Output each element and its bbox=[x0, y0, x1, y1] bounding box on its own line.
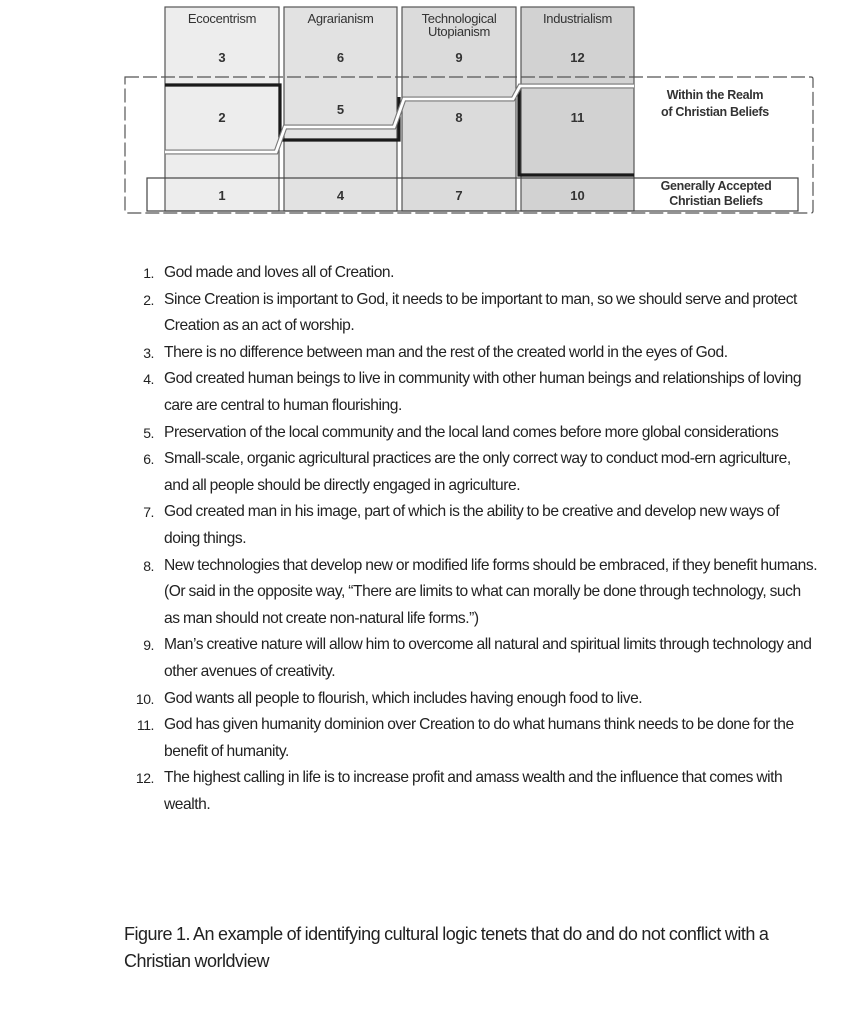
column-ecocentrism bbox=[165, 7, 279, 211]
list-item bbox=[128, 765, 818, 818]
accepted-label-line2: Christian Beliefs bbox=[669, 194, 763, 208]
column-label-agrarianism: Agrarianism bbox=[307, 11, 374, 26]
item-text: Preservation of the local community and the local land comes before more global considerations bbox=[164, 423, 779, 441]
figure-caption: Figure 1. An example of identifying cultural logic tenets that do and do not conflict with a Christian worldview bbox=[124, 924, 769, 971]
cell-number-8: 8 bbox=[455, 110, 463, 125]
item-number: 2. bbox=[143, 291, 154, 308]
cell-number-11: 11 bbox=[570, 110, 585, 125]
item-text: God created man in his image, part of which is the ability to be creative and develop new ways of doing things. bbox=[164, 503, 780, 547]
item-number: 1. bbox=[143, 265, 154, 281]
cell-number-4: 4 bbox=[336, 188, 345, 203]
item-text: God created human beings to live in community with other human beings and relationships of loving care are central to human flourishing. bbox=[164, 370, 802, 414]
item-text: Man’s creative nature will allow him to overcome all natural and spiritual limits through technology and other avenues of creativity. bbox=[164, 636, 812, 680]
list-item bbox=[128, 287, 818, 340]
column-label-technological: Technological bbox=[421, 11, 497, 26]
list-item bbox=[128, 686, 818, 713]
item-number: 12. bbox=[135, 770, 154, 787]
column-label-utopianism: Utopianism bbox=[427, 24, 491, 39]
realm-label-line1: Within the Realm bbox=[666, 88, 764, 102]
cell-number-6: 6 bbox=[336, 50, 345, 65]
list-item bbox=[128, 420, 818, 447]
list-item bbox=[128, 366, 818, 419]
list-item bbox=[128, 446, 818, 499]
item-text: Small-scale, organic agricultural practices are the only correct way to conduct mod-ern agriculture, and all people should be directly engaged in agriculture. bbox=[164, 450, 791, 494]
cell-number-1: 1 bbox=[218, 188, 226, 203]
cultural-logic-diagram bbox=[0, 0, 864, 230]
list-item bbox=[128, 712, 818, 765]
list-item bbox=[128, 499, 818, 552]
cell-number-5: 5 bbox=[336, 102, 345, 117]
list-item bbox=[128, 260, 818, 287]
item-number: 4. bbox=[143, 371, 154, 388]
item-number: 10. bbox=[135, 690, 154, 707]
cell-number-12: 12 bbox=[570, 50, 585, 65]
item-text: God made and loves all of Creation. bbox=[164, 264, 395, 281]
cell-number-9: 9 bbox=[455, 50, 463, 65]
list-item bbox=[128, 553, 818, 633]
column-label-industrialism: Industrialism bbox=[542, 11, 613, 26]
list-item bbox=[128, 632, 818, 685]
item-number: 3. bbox=[143, 344, 154, 361]
cell-number-10: 10 bbox=[570, 188, 585, 203]
item-number: 11. bbox=[136, 717, 154, 734]
item-number: 5. bbox=[143, 424, 154, 441]
item-text: There is no difference between man and the rest of the created world in the eyes of God. bbox=[164, 343, 728, 361]
item-text: Since Creation is important to God, it needs to be important to man, so we should serve and protect Creation as an act of worship. bbox=[164, 290, 797, 335]
item-text: God wants all people to flourish, which includes having enough food to live. bbox=[164, 689, 643, 707]
column-industrialism bbox=[521, 7, 634, 211]
item-number: 7. bbox=[143, 504, 154, 521]
item-text: The highest calling in life is to increase profit and amass wealth and the influence that comes with wealth. bbox=[164, 769, 783, 813]
list-item bbox=[128, 340, 818, 367]
item-text: God has given humanity dominion over Creation to do what humans think needs to be done for the benefit of humanity. bbox=[164, 716, 794, 760]
cell-number-3: 3 bbox=[218, 50, 226, 65]
column-label-ecocentrism: Ecocentrism bbox=[187, 11, 257, 26]
item-number: 8. bbox=[143, 557, 154, 574]
realm-label-line2: of Christian Beliefs bbox=[661, 105, 769, 119]
accepted-label-line1: Generally Accepted bbox=[660, 179, 772, 193]
cell-number-7: 7 bbox=[455, 188, 463, 203]
item-number: 9. bbox=[143, 637, 154, 654]
tenets-list bbox=[128, 260, 818, 818]
item-text: New technologies that develop new or modified life forms should be embraced, if they benefit humans. (Or said in the opposite way, “There are limits to what can morally be done through technology, such as man should not create non-natural life forms.”) bbox=[164, 556, 818, 627]
cell-number-2: 2 bbox=[218, 110, 226, 125]
item-number: 6. bbox=[143, 451, 154, 468]
